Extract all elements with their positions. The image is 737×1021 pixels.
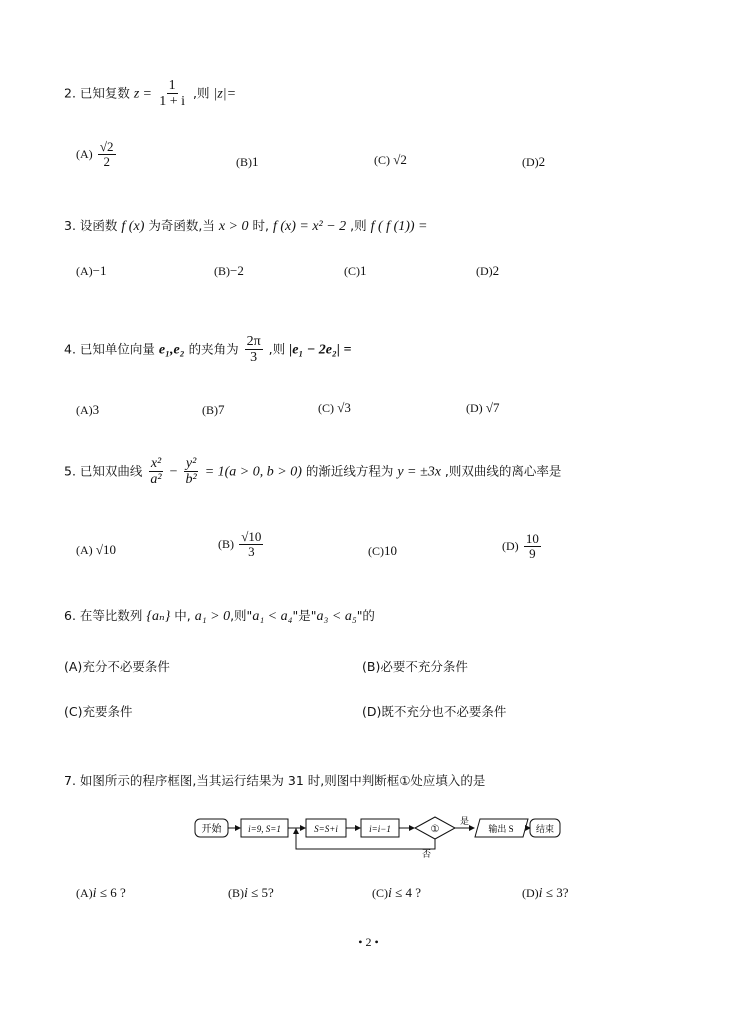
flow-step1-label: S=S+i [314,824,338,834]
q6-suffix: "的 [356,608,375,623]
q4-frac-num: 2π [246,334,261,349]
q6-cond: a₁ > 0 [194,609,231,624]
q6-option-b-label: (B) [362,659,381,674]
flow-end-label: 结束 [535,824,555,834]
question-2 [64,78,236,110]
question-6 [64,606,375,625]
q5-f2-num: y² [185,456,197,471]
q4-mid: 的夹角为 [188,341,239,357]
q2-number: 2. [64,85,76,101]
q2-option-a[interactable] [76,140,118,170]
q5-option-b-num: √10 [241,529,262,544]
q5-minus: − [169,464,178,480]
q2-prefix: 已知复数 [79,85,130,101]
question-3 [64,216,428,235]
question-4 [64,334,351,366]
flow-yes-label: 是 [460,816,470,826]
q3-number: 3. [64,218,76,233]
q5-option-b-den: 3 [248,544,255,560]
q5-option-d-num: 10 [525,531,539,546]
q7-option-a[interactable] [76,885,126,902]
q4-fraction [245,334,263,366]
q4-option-b-value: 7 [218,402,225,417]
q2-option-c-value: √2 [393,152,407,167]
q5-option-b-label: (B) [218,536,234,551]
q6-c2: a₃ < a₅ [316,609,357,624]
q6-prefix: 在等比数列 [79,608,143,623]
q2-frac-num: 1 [168,78,176,93]
q4-option-d[interactable] [466,400,500,416]
q2-eq: = [143,86,152,102]
q6-mid1: 中, [174,608,191,623]
q7-option-d-var: i [538,886,543,901]
q5-suffix: ,则双曲线的离心率是 [444,463,562,479]
q3-option-b[interactable] [214,263,244,279]
q2-option-d[interactable] [522,154,545,170]
q6-option-d[interactable] [362,702,506,720]
q4-ask: |e₁ − 2e₂| = [289,342,352,358]
q5-option-a[interactable] [76,542,116,558]
q5-asymptote: y = ±3x [397,464,441,480]
q5-option-c-label: (C) [368,544,384,558]
q2-option-d-value: 2 [538,154,546,169]
q4-option-c-value: √3 [337,400,351,415]
q5-cond: = 1(a > 0, b > 0) [204,464,302,480]
q3-mid1: 为奇函数,当 [148,218,215,233]
q2-frac-den: 1 + i [159,94,186,110]
q5-option-d-den: 9 [529,546,536,562]
q7-text: 如图所示的程序框图,当其运行结果为 31 时,则图中判断框①处应填入的是 [79,773,486,788]
q3-option-a-value: −1 [92,263,107,278]
q2-option-a-label: (A) [76,146,93,161]
flow-judge-label: ① [430,824,440,835]
q7-option-d-label: (D) [522,886,539,900]
q4-option-b-label: (B) [202,403,218,417]
q2-option-a-den: 2 [103,154,110,170]
q6-option-c-value: 充要条件 [82,704,133,719]
q4-suffix: ,则 [268,341,286,357]
q6-option-c[interactable] [64,702,133,720]
q3-mid2: 时, [252,218,269,233]
q3-ask: f ( f (1)) = [370,219,428,234]
q3-option-a-label: (A) [76,264,93,278]
q5-fraction-x [148,456,163,488]
q4-number: 4. [64,341,76,357]
q4-option-d-value: √7 [485,400,500,415]
q3-suffix: ,则 [350,218,367,233]
q7-option-b-var: i [244,886,248,901]
q6-number: 6. [64,608,76,623]
q7-option-d[interactable] [522,885,568,902]
q2-option-d-label: (D) [522,155,539,169]
q7-option-b-label: (B) [228,886,244,900]
q6-option-a[interactable] [64,657,170,675]
q3-fx: f (x) [121,219,145,234]
q5-prefix: 已知双曲线 [79,463,143,479]
q4-option-a-value: 3 [92,402,100,417]
q6-sequence: {aₙ} [146,609,171,624]
q5-option-d-label: (D) [502,538,519,553]
flow-no-label: 否 [422,849,432,858]
q3-option-b-value: −2 [230,263,244,278]
question-5 [64,456,561,488]
q4-option-c-label: (C) [318,401,334,415]
q7-option-c-var: i [388,886,392,901]
q6-option-c-label: (C) [64,704,83,719]
question-7 [64,771,485,789]
q2-fraction [157,78,187,110]
q4-prefix: 已知单位向量 [79,341,155,357]
q3-option-c-value: 1 [360,263,367,278]
q5-option-b-fraction [239,530,263,560]
q5-option-a-label: (A) [76,543,93,557]
q6-option-a-label: (A) [64,659,83,674]
q6-mid3: "是" [292,608,317,623]
q7-number: 7. [64,773,76,788]
page-number: • 2 • [358,935,379,949]
q3-expr: f (x) = x² − 2 [272,219,347,234]
q3-option-d[interactable] [476,263,499,279]
q7-option-a-var: i [92,886,97,901]
q7-option-a-value: ≤ 6 ? [99,885,126,900]
q2-option-c[interactable] [374,152,407,168]
q3-option-a[interactable] [76,263,107,279]
q7-option-a-label: (A) [76,886,93,900]
q5-mid: 的渐近线方程为 [305,463,394,479]
q4-option-b[interactable] [202,402,225,418]
q7-option-c-value: ≤ 4 ? [395,885,422,900]
q4-frac-den: 3 [250,350,258,366]
q6-option-a-value: 充分不必要条件 [82,659,170,674]
q4-vectors: e₁,e₂ [158,342,185,358]
q2-abs: |z|= [213,86,237,102]
q3-option-c-label: (C) [344,264,360,278]
q6-option-d-label: (D) [362,704,382,719]
q7-option-c[interactable] [372,885,421,902]
q5-option-b[interactable] [218,530,265,560]
flow-init-label: i=9, S=1 [248,824,281,834]
q6-option-b[interactable] [362,657,468,675]
q5-f2-den: b² [185,472,197,488]
q5-number: 5. [64,463,76,479]
q6-mid2: ,则" [230,608,253,623]
q7-option-b[interactable] [228,885,274,902]
q7-option-d-value: ≤ 3? [545,885,569,900]
q2-option-a-num: √2 [99,139,114,154]
q5-f1-den: a² [150,472,162,488]
flow-step2-label: i=i−1 [369,824,391,834]
q3-prefix: 设函数 [79,218,118,233]
q6-option-b-value: 必要不充分条件 [380,659,468,674]
q4-option-c[interactable] [318,400,351,416]
q5-option-d[interactable] [502,532,543,562]
q4-option-a-label: (A) [76,403,93,417]
q5-f1-num: x² [150,456,162,471]
q7-option-c-label: (C) [372,886,388,900]
flow-start-label: 开始 [201,824,222,835]
q2-option-c-label: (C) [374,153,390,167]
q2-option-b[interactable] [236,154,259,170]
q4-option-d-label: (D) [466,401,483,415]
q3-option-c[interactable] [344,263,367,279]
q2-z: z [133,86,140,102]
flowchart [190,812,562,858]
q3-option-d-value: 2 [492,263,500,278]
q5-fraction-y [184,456,199,488]
flow-output-label: 输出 S [488,824,514,834]
q2-option-a-fraction [98,140,116,170]
q5-option-d-fraction [524,532,541,562]
q2-option-b-label: (B) [236,155,252,169]
q6-c1: a₁ < a₄ [252,609,293,624]
q3-option-b-label: (B) [214,264,230,278]
q5-option-c-value: 10 [384,543,397,558]
q2-option-b-value: 1 [252,154,259,169]
q4-option-a[interactable] [76,402,99,418]
q2-suffix: ,则 [193,85,210,101]
q3-option-d-label: (D) [476,264,493,278]
q5-option-a-value: √10 [95,542,117,557]
q3-cond: x > 0 [218,219,249,234]
q5-option-c[interactable] [368,543,397,559]
q6-option-d-value: 既不充分也不必要条件 [381,704,507,719]
q7-option-b-value: ≤ 5? [251,885,274,900]
